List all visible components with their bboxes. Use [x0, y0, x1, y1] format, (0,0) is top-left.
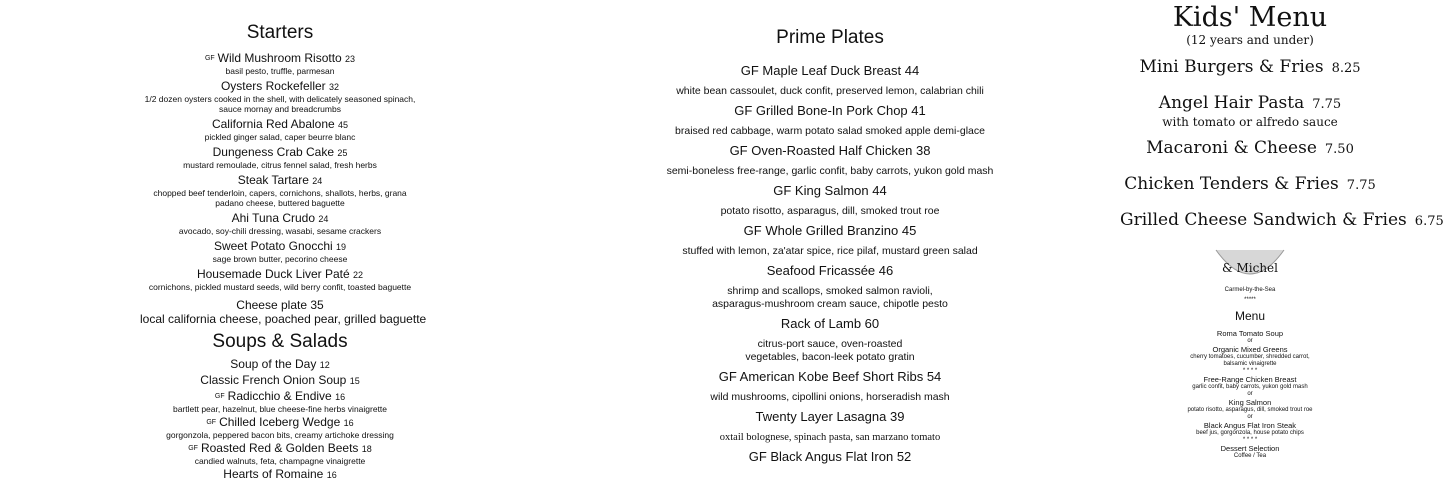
item-name: GF Oven-Roasted Half Chicken 38	[729, 143, 931, 158]
item-name: Dungeness Crab Cake	[212, 145, 335, 159]
item-heading	[140, 173, 420, 188]
soup-salad-item	[140, 441, 420, 466]
restaurant-logo-text: & Michel	[1221, 261, 1278, 275]
prix-fixe-card	[1180, 250, 1320, 460]
soup-salad-item	[140, 415, 420, 440]
prime-plate-item	[630, 143, 1030, 178]
item-desc: semi-boneless free-range, garlic confit, baby carrots, yukon gold mash	[666, 165, 994, 177]
item-heading	[140, 117, 420, 132]
item-heading	[1120, 210, 1444, 232]
item-name: Oysters Rockefeller	[220, 79, 326, 93]
item-name: Ahi Tuna Crudo	[231, 211, 316, 225]
prime-plates-title: Prime Plates	[776, 27, 884, 48]
card-course-line: or	[1247, 414, 1253, 420]
soups-list	[140, 357, 420, 482]
item-price: 18	[361, 444, 372, 454]
item-price: 16	[335, 392, 346, 402]
item-price: 16	[326, 470, 337, 480]
kids-menu-item	[1120, 57, 1380, 79]
item-price: 19	[336, 242, 347, 252]
item-desc: potato risotto, asparagus, dill, smoked trout roe	[720, 205, 940, 217]
item-price: 45	[338, 120, 349, 130]
item-desc: chopped beef tenderloin, capers, cornichons, shallots, herbs, grana padano cheese, buttered baguette	[153, 188, 407, 208]
starters-title: Starters	[246, 22, 314, 43]
item-note: with tomato or alfredo sauce	[1162, 115, 1338, 129]
prime-plate-item	[630, 223, 1030, 258]
item-price: 23	[345, 54, 356, 64]
item-name: Wild Mushroom Risotto	[217, 51, 342, 65]
item-name: Mini Burgers & Fries	[1139, 57, 1324, 77]
item-name: GF Maple Leaf Duck Breast 44	[740, 63, 920, 78]
item-name: Chilled Iceberg Wedge	[219, 415, 341, 429]
card-course-line: Roma Tomato Soup	[1216, 329, 1284, 338]
item-name: Sweet Potato Gnocchi	[213, 239, 333, 253]
item-price: 22	[353, 270, 364, 280]
card-course-list	[1180, 329, 1320, 460]
item-name: Twenty Layer Lasagna 39	[755, 409, 905, 424]
prime-plates-list	[630, 63, 1030, 465]
card-location: Carmel-by-the-Sea	[1224, 287, 1276, 293]
prime-plate-item	[630, 103, 1030, 138]
item-desc: stuffed with lemon, za'atar spice, rice pilaf, mustard green salad	[682, 245, 978, 257]
card-course-line: King Salmon	[1228, 398, 1272, 407]
item-name: GF Black Angus Flat Iron 52	[748, 449, 912, 464]
item-name: Cheese plate	[236, 298, 307, 312]
prime-plate-item	[630, 63, 1030, 98]
item-name: GF Whole Grilled Branzino 45	[743, 223, 917, 238]
item-desc: basil pesto, truffle, parmesan	[225, 66, 335, 76]
prime-plate-item	[630, 183, 1030, 218]
kids-menu-subtitle: (12 years and under)	[1186, 33, 1314, 47]
item-name: Roasted Red & Golden Beets	[200, 441, 359, 455]
item-heading	[140, 239, 420, 254]
prime-plate-item	[630, 263, 1030, 311]
item-heading	[140, 145, 420, 160]
item-price: 16	[343, 418, 354, 428]
item-desc: braised red cabbage, warm potato salad smoked apple demi-glace	[675, 125, 985, 137]
item-desc: cornichons, pickled mustard seeds, wild berry confit, toasted baguette	[148, 282, 412, 292]
item-desc: shrimp and scallops, smoked salmon ravioli, asparagus-mushroom cream sauce, chipotle pesto	[712, 285, 948, 310]
item-name: Rack of Lamb 60	[780, 316, 880, 331]
starter-item	[140, 145, 420, 170]
cheese-plate-item	[140, 298, 427, 326]
item-desc: gorgonzola, peppered bacon bits, creamy artichoke dressing	[166, 430, 394, 440]
gluten-free-tag: GF	[214, 392, 225, 400]
item-heading	[140, 373, 420, 388]
soups-title: Soups & Salads	[212, 331, 348, 352]
gluten-free-tag: GF	[204, 54, 215, 62]
item-price: 7.75	[1312, 97, 1342, 112]
item-desc: candied walnuts, feta, champagne vinaigrette	[194, 456, 366, 466]
kids-menu-column	[1120, 0, 1444, 246]
item-price: 24	[318, 214, 329, 224]
item-price: 35	[310, 298, 324, 312]
item-heading	[140, 441, 420, 456]
kids-menu-item	[1120, 138, 1380, 160]
starters-column	[140, 0, 427, 483]
prime-plates-column	[630, 0, 1030, 471]
card-course-line: beef jus, gorgonzola, house potato chips	[1196, 430, 1304, 436]
item-heading	[140, 79, 420, 94]
card-course-line: * * * *	[1242, 437, 1258, 443]
item-heading	[1120, 93, 1380, 115]
item-price: 7.50	[1324, 142, 1354, 157]
item-heading	[140, 267, 420, 282]
item-desc: oxtail bolognese, spinach pasta, san marzano tomato	[719, 432, 941, 443]
gluten-free-tag: GF	[188, 444, 198, 452]
item-name: California Red Abalone	[211, 117, 335, 131]
starters-list	[140, 51, 420, 292]
prime-plate-item	[630, 369, 1030, 404]
soup-salad-item	[140, 467, 420, 482]
item-heading	[140, 211, 420, 226]
item-price: 6.75	[1414, 214, 1444, 229]
item-price: 32	[329, 82, 340, 92]
kids-menu-title: Kids' Menu	[1172, 2, 1328, 33]
item-desc: avocado, soy-chili dressing, wasabi, sesame crackers	[178, 226, 382, 236]
card-course-line: Dessert Selection	[1220, 444, 1280, 453]
prime-plate-item	[630, 449, 1030, 465]
item-heading	[140, 357, 420, 372]
item-heading	[1120, 138, 1380, 160]
item-desc: wild mushrooms, cipollini onions, horseradish mash	[710, 391, 950, 403]
soup-salad-item	[140, 373, 420, 388]
item-desc: 1/2 dozen oysters cooked in the shell, with delicately seasoned spinach, sauce mornay and breadcrumbs	[144, 94, 416, 114]
prime-plate-item	[630, 316, 1030, 364]
item-name: Housemade Duck Liver Paté	[196, 267, 350, 281]
starter-item	[140, 211, 420, 236]
card-course-line: Organic Mixed Greens	[1212, 345, 1288, 354]
item-name: Soup of the Day	[230, 357, 317, 371]
item-heading	[1120, 57, 1380, 79]
kids-menu-list	[1120, 57, 1444, 232]
soup-salad-item	[140, 389, 420, 414]
starter-item	[140, 173, 420, 208]
card-course-line: Black Angus Flat Iron Steak	[1203, 421, 1297, 430]
card-course-line: Free-Range Chicken Breast	[1203, 375, 1297, 384]
card-course-line: cherry tomatoes, cucumber, shredded carrot, balsamic vinaigrette	[1190, 354, 1310, 367]
item-heading	[140, 389, 420, 404]
starter-item	[140, 117, 420, 142]
item-desc: citrus-port sauce, oven-roasted vegetables, bacon-leek potato gratin	[745, 338, 915, 363]
item-price: 12	[319, 360, 330, 370]
item-heading	[140, 51, 420, 66]
starter-item	[140, 239, 420, 264]
item-name: Chicken Tenders & Fries	[1124, 174, 1339, 194]
item-price: 15	[349, 376, 360, 386]
card-stars: *****	[1244, 297, 1256, 303]
starter-item	[140, 267, 420, 292]
item-desc: sage brown butter, pecorino cheese	[212, 254, 348, 264]
starter-item	[140, 51, 420, 76]
item-desc: local california cheese, poached pear, grilled baguette	[140, 312, 427, 326]
card-menu-label: Menu	[1234, 309, 1266, 323]
item-price: 8.25	[1331, 61, 1361, 76]
card-course-line: garlic confit, baby carrots, yukon gold mash	[1192, 384, 1308, 390]
gluten-free-tag: GF	[206, 418, 217, 426]
item-price: 25	[337, 148, 348, 158]
item-name: Macaroni & Cheese	[1146, 138, 1317, 158]
card-course-line: * * * *	[1242, 368, 1258, 374]
item-name: GF American Kobe Beef Short Ribs 54	[718, 369, 942, 384]
item-desc: mustard remoulade, citrus fennel salad, fresh herbs	[183, 160, 377, 170]
item-heading	[1120, 174, 1380, 196]
item-heading	[140, 467, 420, 482]
item-name: Classic French Onion Soup	[200, 373, 347, 387]
card-course-line: or	[1247, 338, 1253, 344]
item-name: Grilled Cheese Sandwich & Fries	[1120, 210, 1407, 230]
kids-menu-item	[1120, 210, 1444, 232]
item-desc: white bean cassoulet, duck confit, preserved lemon, calabrian chili	[676, 85, 984, 97]
item-name: Hearts of Romaine	[223, 467, 324, 481]
prime-plate-item	[630, 409, 1030, 444]
card-course-line: or	[1247, 391, 1253, 397]
card-course-line: Coffee / Tea	[1233, 453, 1267, 459]
starter-item	[140, 79, 420, 114]
card-course-line: potato risotto, asparagus, dill, smoked trout roe	[1187, 407, 1313, 413]
soup-salad-item	[140, 357, 420, 372]
item-name: Radicchio & Endive	[227, 389, 332, 403]
item-name: GF King Salmon 44	[773, 183, 887, 198]
kids-menu-item	[1120, 174, 1380, 196]
kids-menu-item	[1120, 93, 1380, 129]
item-price: 7.75	[1346, 178, 1376, 193]
item-price: 24	[312, 176, 323, 186]
item-desc: bartlett pear, hazelnut, blue cheese-fine herbs vinaigrette	[172, 404, 388, 414]
item-name: Steak Tartare	[237, 173, 309, 187]
item-name: GF Grilled Bone-In Pork Chop 41	[734, 103, 926, 118]
item-desc: pickled ginger salad, caper beurre blanc	[204, 132, 356, 142]
item-name: Seafood Fricassée 46	[766, 263, 894, 278]
item-name: Angel Hair Pasta	[1158, 93, 1305, 113]
item-heading	[140, 415, 420, 430]
